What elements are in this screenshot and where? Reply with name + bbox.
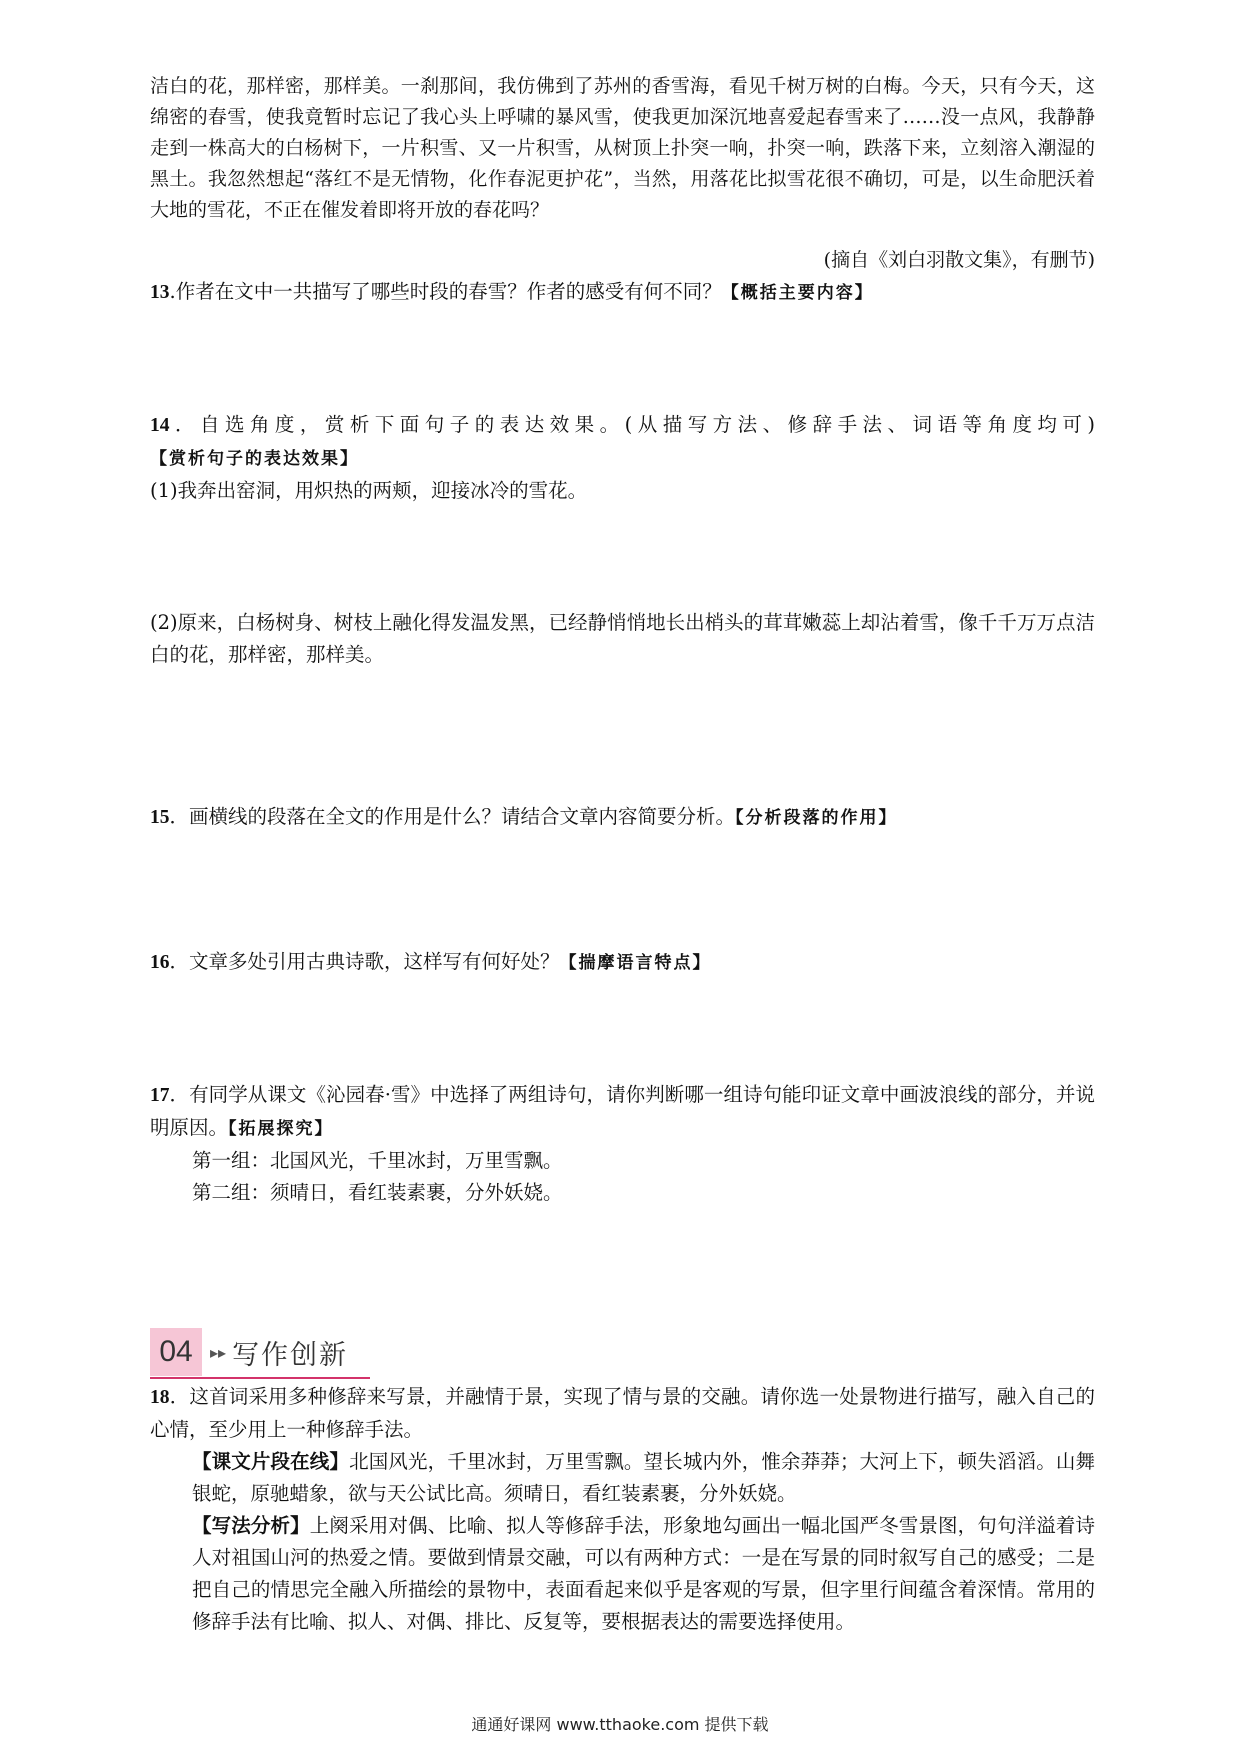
question-15-number: 15 [150,807,170,828]
double-arrow-icon: ▸▸ [210,1342,227,1362]
analysis-lead: 【写法分析】 [192,1514,310,1537]
question-14-tag: 【赏析句子的表达效果】 [150,449,359,469]
question-16-text: ．文章多处引用古典诗歌，这样写有何好处？ [169,950,560,973]
answer-space-14-2 [150,671,1095,801]
question-15-tag: 【分析段落的作用】 [735,808,898,828]
question-16-number: 16 [150,952,170,973]
excerpt-paragraph [150,1446,1095,1510]
question-14-text: ．自选角度，赏析下面句子的表达效果。(从描写方法、修辞手法、词语等角度均可) [169,413,1095,436]
question-18 [150,1381,1095,1446]
question-17-group-1: 第一组：北国风光，千里冰封，万里雪飘。 [192,1149,563,1172]
answer-space-14-1 [150,507,1095,607]
question-15 [150,801,1095,834]
section-title: 写作创新 [232,1339,349,1371]
analysis-paragraph [150,1510,1095,1638]
question-16 [150,946,1095,979]
question-13-tag: 【概括主要内容】 [721,283,874,303]
question-17-number: 17 [150,1085,170,1106]
question-13-text: .作者在文中一共描写了哪些时段的春雪？作者的感受有何不同？ [169,280,722,303]
question-14-sentence-1: (1)我奔出窑洞，用炽热的两颊，迎接冰冷的雪花。 [150,479,588,502]
answer-space-16 [150,979,1095,1079]
analysis-text: 上阕采用对偶、比喻、拟人等修辞手法，形象地勾画出一幅北国严冬雪景图，句句洋溢着诗人对祖国山河的热爱之情。要做到情景交融，可以有两种方式：一是在写景的同时叙写自己的感受；二是把自己的情思完全融入所描绘的景物中，表面看起来似乎是客观的写景，但字里行间蕴含着深情。常用的修辞手法有比喻、拟人、对偶、排比、反复等，要根据表达的需要选择使用。 [192,1514,1095,1633]
page-footer: 通通好课网 www.tthaoke.com 提供下载 [471,1715,769,1734]
question-13-number: 13 [150,282,170,303]
question-18-text: ．这首词采用多种修辞来写景，并融情于景，实现了情与景的交融。请你选一处景物进行描写，融入自己的心情，至少用上一种修辞手法。 [150,1385,1095,1441]
question-13 [150,276,1095,309]
question-17-tag: 【拓展探究】 [228,1119,334,1139]
question-17-group-2: 第二组：须晴日，看红装素裹，分外妖娆。 [192,1181,563,1204]
passage-text: 洁白的花，那样密，那样美。一刹那间，我仿佛到了苏州的香雪海，看见千树万树的白梅。今天，只有今天，这绵密的春雪，使我竟暂时忘记了我心头上呼啸的暴风雪，使我更加深沉地喜爱起春雪来了……没一点风，我静静走到一株高大的白杨树下，一片积雪、又一片积雪，从树顶上扑突一响，扑突一响，跌落下来，立刻溶入潮湿的黑土。我忽然想起“落红不是无情物，化作春泥更护花”，当然，用落花比拟雪花很不确切，可是，以生命肥沃着大地的雪花，不正在催发着即将开放的春花吗？ [150,75,1095,221]
question-18-number: 18 [150,1387,170,1408]
answer-space-17 [150,1209,1095,1321]
section-number: 04 [150,1328,202,1376]
passage-source: (摘自《刘白羽散文集》，有删节) [823,249,1095,271]
question-16-tag: 【揣摩语言特点】 [559,953,712,973]
page-content [150,52,1095,1638]
question-17 [150,1079,1095,1145]
question-14-sentence-2: (2)原来，白杨树身、树枝上融化得发温发黑，已经静悄悄地长出梢头的茸茸嫩蕊上却沾着雪，像千千万万点洁白的花，那样密，那样美。 [150,611,1095,666]
excerpt-lead: 【课文片段在线】 [192,1450,350,1473]
question-15-text: ．画横线的段落在全文的作用是什么？请结合文章内容简要分析。 [169,805,736,828]
question-17-text: ．有同学从课文《沁园春·雪》中选择了两组诗句，请你判断哪一组诗句能印证文章中画波浪线的部分，并说明原因。 [150,1083,1095,1139]
question-14 [150,409,1095,475]
excerpt-text: 北国风光，千里冰封，万里雪飘。望长城内外，惟余莽莽；大河上下，顿失滔滔。山舞银蛇，原驰蜡象，欲与天公试比高。须晴日，看红装素裹，分外妖娆。 [192,1450,1095,1505]
section-banner [150,1327,370,1379]
answer-space-13 [150,309,1095,409]
answer-space-15 [150,834,1095,946]
question-14-number: 14 [150,415,170,436]
